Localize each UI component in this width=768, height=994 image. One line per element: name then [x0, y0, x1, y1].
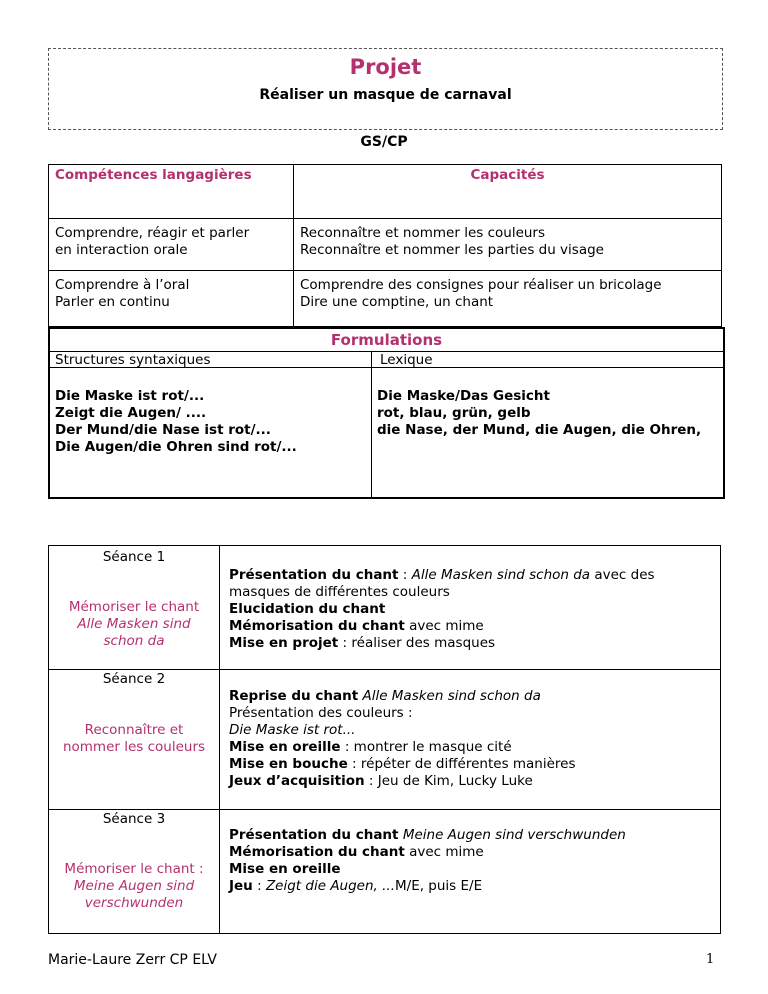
content-line: Mémorisation du chant avec mime: [229, 844, 484, 860]
content-line: Elucidation du chant: [229, 601, 386, 617]
seance-goal: [49, 599, 219, 650]
goal-line: Mémoriser le chant: [68, 599, 200, 615]
structures-list: [55, 388, 297, 456]
competence-line: Parler en continu: [55, 294, 170, 310]
seances-table: [48, 545, 721, 934]
divider: [49, 809, 720, 810]
title-box: [48, 48, 723, 130]
competences-header: Compétences langagières: [49, 165, 294, 219]
lexique-item: Die Maske/Das Gesicht: [377, 388, 550, 404]
page-title: Projet: [349, 55, 422, 79]
capacite-cell: [294, 219, 722, 271]
structure-item: Der Mund/die Nase ist rot/...: [55, 422, 271, 438]
seance-number: Séance 3: [102, 811, 166, 827]
formulations-title: Formulations: [330, 331, 443, 349]
page-subtitle: Réaliser un masque de carnaval: [259, 87, 512, 103]
lexique-list: [377, 388, 701, 439]
capacite-line: Dire une comptine, un chant: [300, 294, 494, 310]
structure-item: Zeigt die Augen/ ....: [55, 405, 207, 421]
content-line: masques de différentes couleurs: [229, 584, 450, 600]
seance-goal: [49, 722, 219, 756]
content-line: Présentation du chant Meine Augen sind verschwunden: [229, 827, 626, 843]
divider: [49, 669, 720, 670]
competence-cell: [49, 219, 294, 271]
content-line: Mise en oreille: [229, 861, 341, 877]
seance-content: [229, 567, 717, 652]
content-line: Mémorisation du chant avec mime: [229, 618, 484, 634]
capacite-cell: [294, 271, 722, 327]
footer-author: Marie-Laure Zerr CP ELV: [48, 952, 218, 968]
seance-content: [229, 827, 717, 895]
formulations-box: [48, 327, 725, 499]
goal-line: Meine Augen sind: [73, 878, 195, 894]
capacite-line: Reconnaître et nommer les parties du visage: [300, 242, 604, 258]
content-line: Mise en oreille : montrer le masque cité: [229, 739, 512, 755]
competence-line: Comprendre, réagir et parler: [55, 225, 250, 241]
structure-item: Die Maske ist rot/...: [55, 388, 205, 404]
capacite-line: Reconnaître et nommer les couleurs: [300, 225, 546, 241]
goal-line: Mémoriser le chant :: [64, 861, 204, 877]
goal-line: schon da: [103, 633, 165, 649]
competence-line: en interaction orale: [55, 242, 188, 258]
competence-cell: [49, 271, 294, 327]
capacite-line: Comprendre des consignes pour réaliser un bricolage: [300, 277, 662, 293]
capacites-header: Capacités: [294, 165, 722, 219]
content-line: Die Maske ist rot...: [229, 722, 356, 738]
level-label: GS/CP: [360, 134, 408, 150]
seance-number: Séance 1: [102, 549, 166, 565]
competence-line: Comprendre à l’oral: [55, 277, 190, 293]
content-line: Mise en projet : réaliser des masques: [229, 635, 496, 651]
goal-line: verschwunden: [84, 895, 184, 911]
page-number: 1: [706, 952, 715, 967]
content-line: Reprise du chant Alle Masken sind schon da: [229, 688, 541, 704]
content-line: Présentation du chant : Alle Masken sind schon da avec des: [229, 567, 655, 583]
content-line: Jeux d’acquisition : Jeu de Kim, Lucky Luke: [229, 773, 533, 789]
structures-label: Structures syntaxiques: [55, 352, 211, 368]
seance-content: [229, 688, 717, 790]
competences-table: [48, 164, 722, 327]
lexique-item: rot, blau, grün, gelb: [377, 405, 531, 421]
divider: [219, 546, 220, 933]
goal-line: Reconnaître et: [84, 722, 184, 738]
content-line: Jeu : Zeigt die Augen, ...M/E, puis E/E: [229, 878, 483, 894]
seance-goal: [49, 861, 219, 912]
lexique-label: Lexique: [380, 352, 433, 368]
goal-line: Alle Masken sind: [77, 616, 191, 632]
content-line: Mise en bouche : répéter de différentes manières: [229, 756, 576, 772]
content-line: Présentation des couleurs :: [229, 705, 413, 721]
divider: [371, 351, 372, 497]
goal-line: nommer les couleurs: [62, 739, 206, 755]
structure-item: Die Augen/die Ohren sind rot/...: [55, 439, 297, 455]
lexique-item: die Nase, der Mund, die Augen, die Ohren,: [377, 422, 702, 438]
seance-number: Séance 2: [102, 671, 166, 687]
